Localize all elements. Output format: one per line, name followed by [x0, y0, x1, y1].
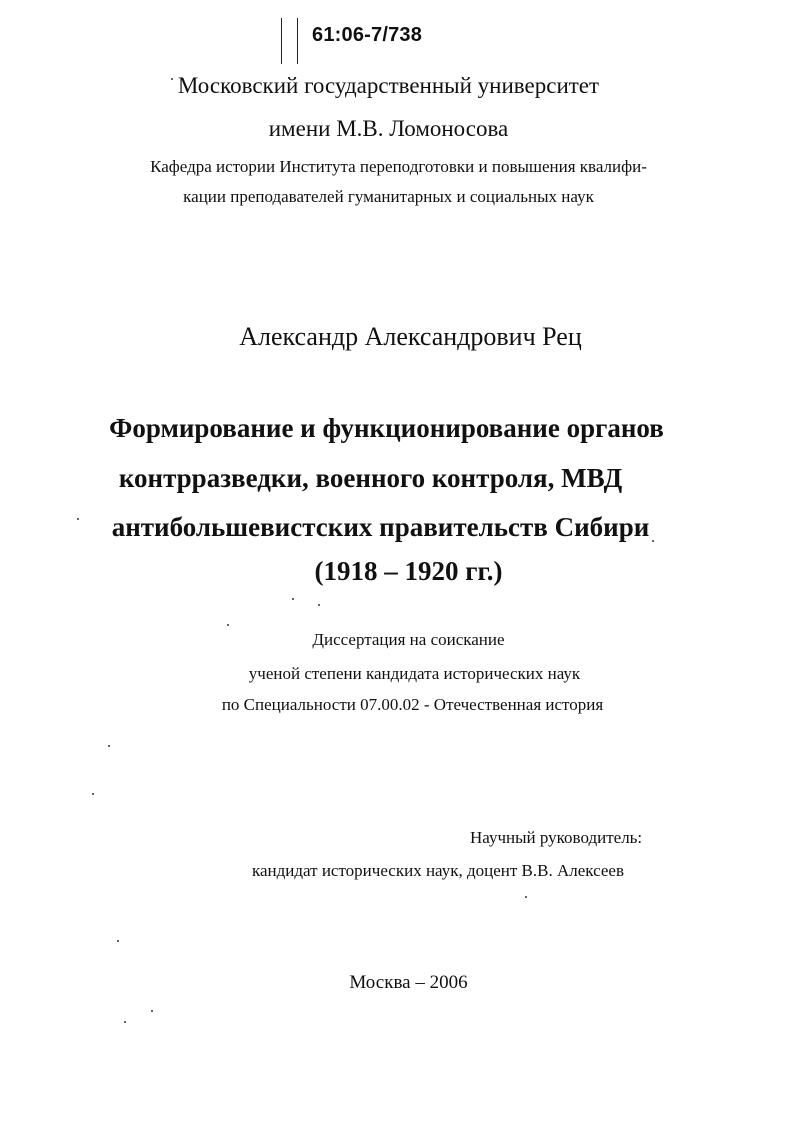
university-name-honorific: имени М.В. Ломоносова [268, 116, 509, 141]
thesis-title-years: (1918 – 1920 гг.) [314, 556, 503, 586]
dissertation-line-2: ученой степени кандидата исторических наук [248, 664, 581, 683]
supervisor-label: Научный руководитель: [470, 828, 643, 847]
scan-speck [292, 598, 294, 600]
thesis-title-line-2: контрразведки, военного контроля, МВД [118, 463, 623, 493]
scan-speck [318, 604, 320, 606]
scan-speck [652, 540, 654, 542]
thesis-title-line-1: Формирование и функционирование органов [109, 413, 664, 443]
city-year: Москва – 2006 [349, 972, 468, 993]
scan-speck [151, 1010, 153, 1012]
scan-speck [117, 940, 119, 942]
scan-speck [124, 1021, 126, 1023]
dissertation-line-3: по Специальности 07.00.02 - Отечественная история [221, 695, 604, 714]
university-name: Московский государственный университет [177, 73, 600, 98]
catalog-number: 61:06-7/738 [312, 24, 423, 46]
stamp-line-left [281, 18, 282, 64]
scan-speck [77, 518, 79, 520]
thesis-title-line-3: антибольшевистских правительств Сибири [111, 512, 650, 542]
scan-speck [525, 896, 527, 898]
supervisor-name: кандидат исторических наук, доцент В.В. Алексеев [252, 861, 624, 880]
department-line-1: Кафедра истории Института переподготовки и повышения квалифи- [150, 157, 647, 176]
author-name: Александр Александрович Рец [239, 322, 582, 351]
scan-speck [171, 78, 173, 80]
department-line-2: кации преподавателей гуманитарных и социальных наук [183, 187, 594, 206]
scan-speck [108, 745, 110, 747]
stamp-line-right [297, 18, 298, 64]
dissertation-line-1: Диссертация на соискание [312, 630, 505, 649]
scan-speck [227, 624, 229, 626]
scan-speck [92, 793, 94, 795]
